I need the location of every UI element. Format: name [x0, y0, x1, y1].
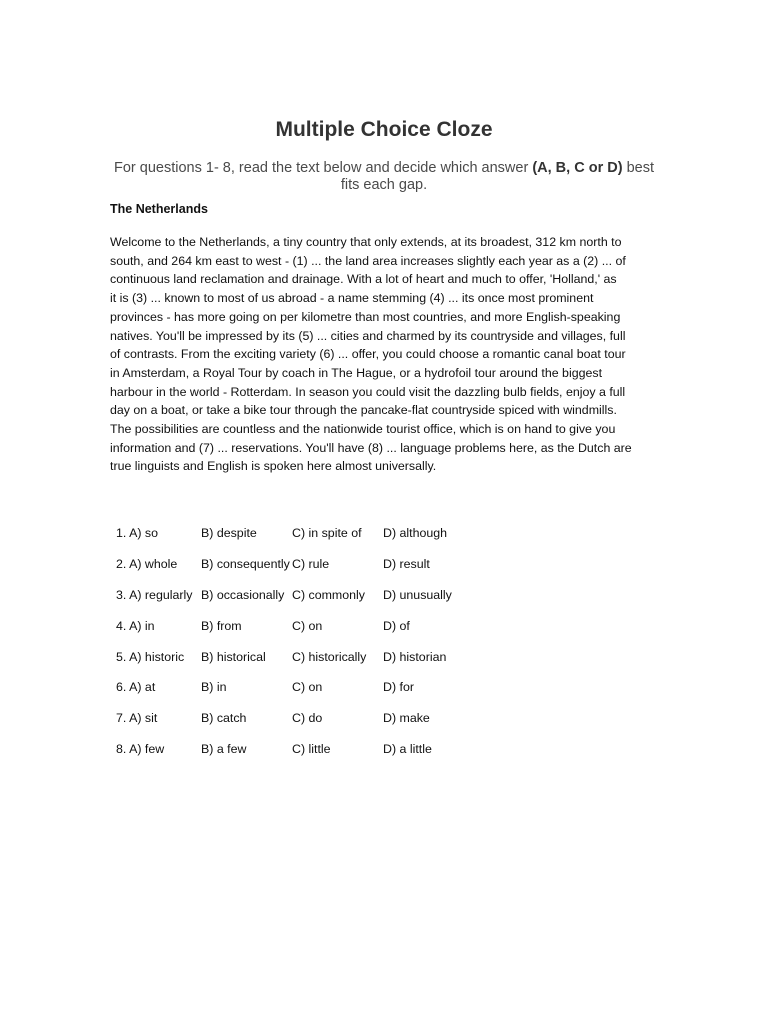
option-d: D) for [383, 680, 414, 695]
option-b: B) occasionally [201, 587, 285, 602]
option-c: C) historically [292, 649, 367, 664]
question-row [116, 703, 483, 734]
passage-line: of contrasts. From the exciting variety (6) ... offer, you could choose a romantic canal boat tour [110, 347, 626, 362]
option-d: D) a little [383, 741, 432, 756]
passage-line: in Amsterdam, a Royal Tour by coach in The Hague, or a hydrofoil tour around the biggest [110, 365, 603, 380]
question-row [116, 734, 483, 765]
passage-line: natives. You'll be impressed by its (5) ... cities and charmed by its countryside and villages, full [110, 328, 626, 343]
option-b: B) in [201, 680, 227, 695]
passage-line: day on a boat, or take a bike tour through the pancake-flat countryside spiced with windmills. [110, 403, 617, 418]
option-d: D) result [383, 557, 430, 572]
passage-line: Welcome to the Netherlands, a tiny country that only extends, at its broadest, 312 km north to [110, 235, 622, 249]
option-b: B) despite [201, 526, 257, 541]
option-a: 2. A) whole [116, 557, 178, 572]
option-a: 1. A) so [116, 526, 159, 541]
passage-line: it is (3) ... known to most of us abroad - a name stemming (4) ... its once most prominent [110, 291, 594, 306]
page-title: Multiple Choice Cloze [275, 118, 493, 141]
passage-line: provinces - has more going on per kilometre than most countries, and more English-speaking [110, 309, 621, 324]
question-row [116, 549, 483, 580]
option-d: D) unusually [383, 587, 452, 602]
option-a: 5. A) historic [116, 649, 185, 664]
question-row [116, 610, 483, 641]
option-c: C) on [292, 680, 323, 695]
option-d: D) historian [383, 649, 447, 664]
passage-text [110, 233, 666, 476]
option-c: C) commonly [292, 587, 365, 602]
option-b: B) catch [201, 711, 247, 726]
option-b: B) from [201, 618, 242, 633]
option-c: C) on [292, 618, 323, 633]
question-row [116, 580, 483, 611]
instructions-text: For questions 1- 8, read the text below and decide which answer [114, 160, 533, 176]
option-d: D) of [383, 618, 410, 633]
passage-line: south, and 264 km east to west - (1) ... the land area increases slightly each year as a (2) ... of [110, 253, 626, 268]
passage-line: true linguists and English is spoken here almost universally. [110, 459, 437, 474]
passage-line: information and (7) ... reservations. You'll have (8) ... language problems here, as the Dutch are [110, 440, 632, 455]
option-d: D) make [383, 711, 430, 726]
passage-line: harbour in the world - Rotterdam. In season you could visit the dazzling bulb fields, enjoy a full [110, 384, 626, 399]
passage-heading: The Netherlands [110, 202, 208, 216]
instructions [110, 160, 658, 194]
instructions-emphasis: (A, B, C or D) [532, 160, 623, 176]
option-a: 8. A) few [116, 741, 165, 756]
instructions-text-after: best fits each gap. [340, 160, 654, 193]
passage-line: continuous land reclamation and drainage. With a lot of heart and much to offer, 'Holland,' as [110, 272, 617, 287]
option-b: B) a few [201, 741, 247, 756]
passage-line: The possibilities are countless and the nationwide tourist office, which is on hand to give you [110, 422, 616, 437]
option-c: C) do [292, 711, 323, 726]
option-c: C) in spite of [292, 526, 362, 541]
option-b: B) consequently [201, 557, 290, 572]
question-row [116, 641, 483, 672]
option-a: 7. A) sit [116, 711, 158, 726]
option-b: B) historical [201, 649, 266, 664]
option-d: D) although [383, 526, 448, 541]
question-row [116, 518, 483, 549]
option-c: C) rule [292, 557, 330, 572]
option-a: 3. A) regularly [116, 587, 193, 602]
option-a: 4. A) in [116, 618, 155, 633]
option-a: 6. A) at [116, 680, 156, 695]
question-row [116, 672, 483, 703]
option-c: C) little [292, 741, 331, 756]
answer-options-table [116, 518, 483, 764]
